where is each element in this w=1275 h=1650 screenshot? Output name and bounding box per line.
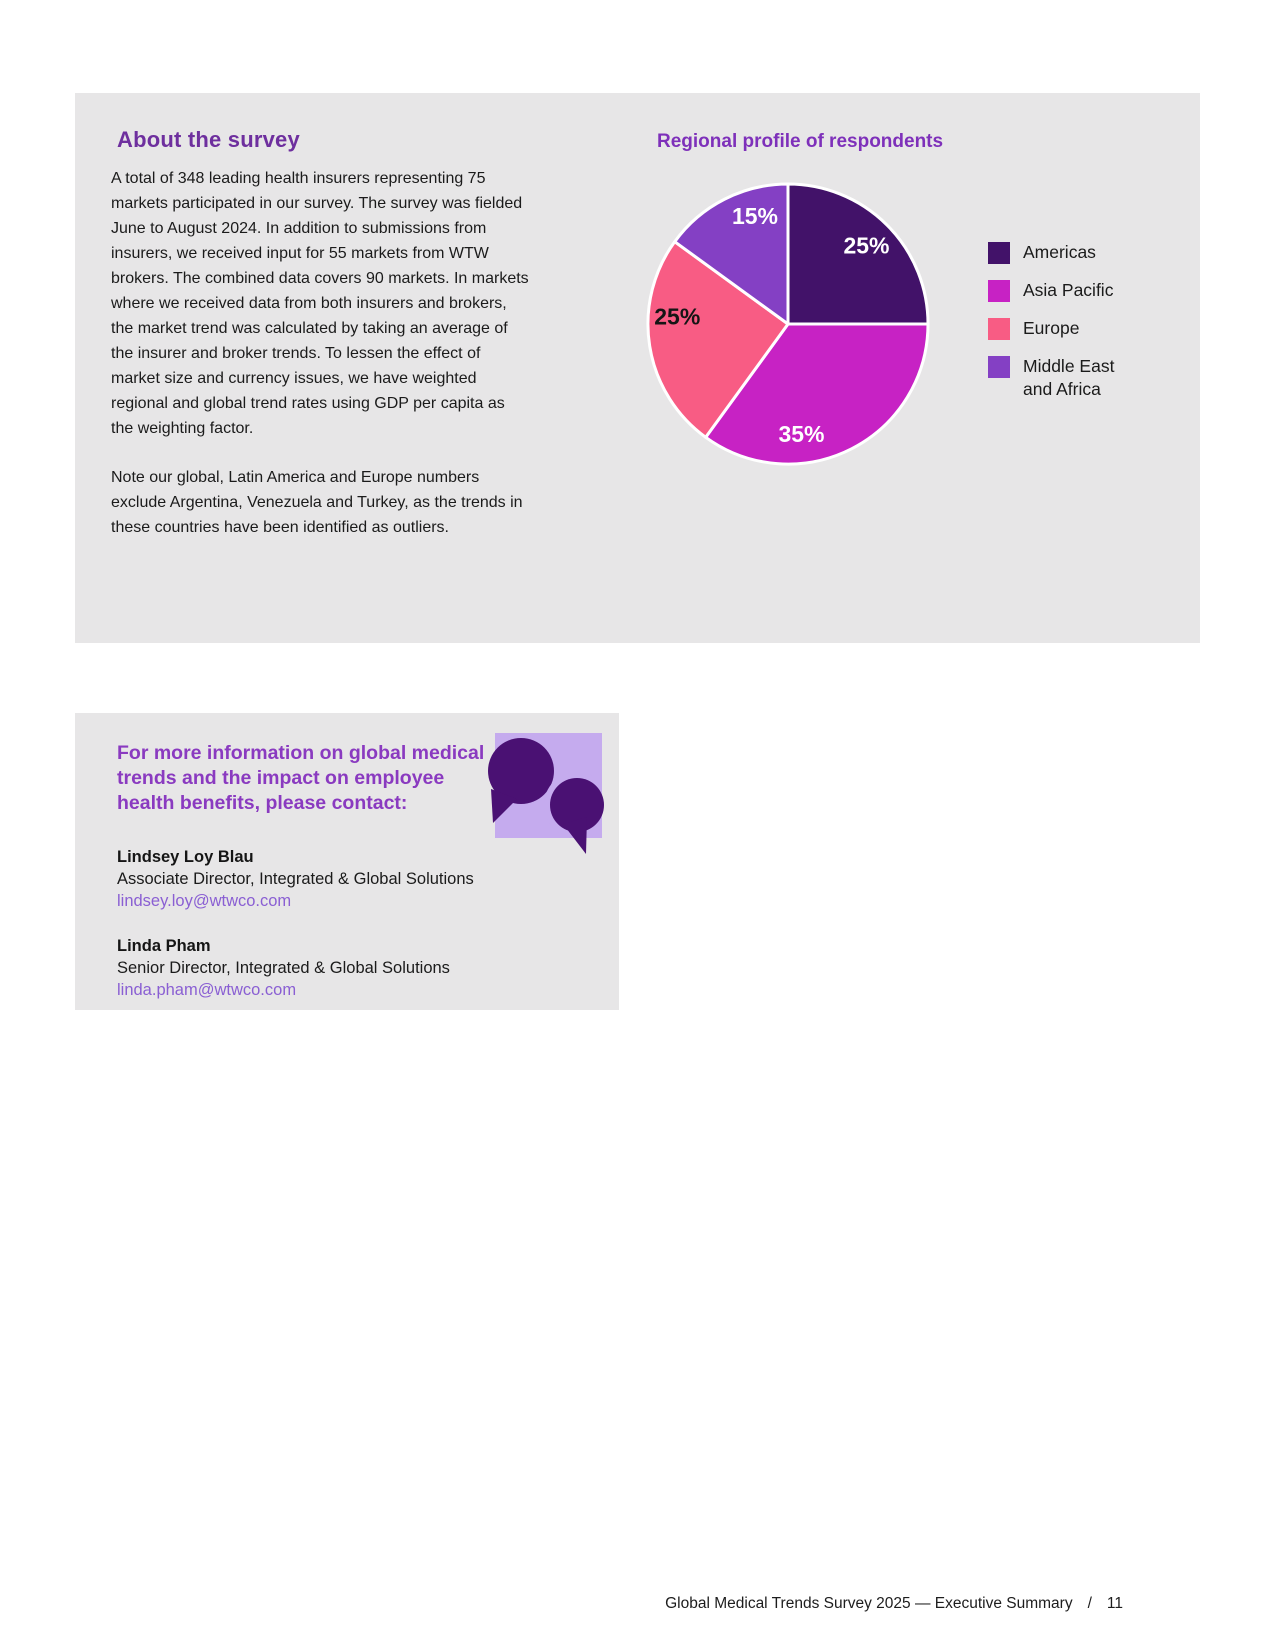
pie-chart-title: Regional profile of respondents — [657, 131, 944, 152]
footer-document-title: Global Medical Trends Survey 2025 — Executive Summary — [665, 1595, 1073, 1612]
pie-slice-value-label-0: 25% — [843, 232, 890, 259]
footer-page-number: 11 — [1106, 1595, 1123, 1612]
legend-swatch-asia-pacific — [988, 280, 1010, 302]
contact-title: Senior Director, Integrated & Global Solutions — [117, 959, 450, 977]
contact-name: Lindsey Loy Blau — [117, 848, 254, 866]
legend-item-asia-pacific — [988, 279, 1135, 302]
pie-slice-value-label-2: 25% — [654, 303, 701, 330]
contact-heading: For more information on global medical trends and the impact on employee health benefits, please contact: — [117, 742, 485, 814]
legend-item-europe — [988, 317, 1135, 340]
regional-pie-chart — [646, 182, 930, 466]
pie-chart-svg — [646, 182, 930, 466]
pie-chart-legend — [988, 241, 1135, 401]
legend-label-americas: Americas — [1023, 242, 1096, 262]
about-survey-body — [111, 166, 531, 540]
legend-label-europe: Europe — [1023, 318, 1080, 338]
contact-title: Associate Director, Integrated & Global Solutions — [117, 870, 474, 888]
contact-list — [117, 846, 474, 1001]
chat-bubbles-icon — [483, 731, 607, 857]
about-survey-panel — [75, 93, 1200, 643]
legend-swatch-middle-east-africa — [988, 356, 1010, 378]
contact-person — [117, 935, 474, 1001]
legend-label-asia-pacific: Asia Pacific — [1023, 280, 1114, 300]
contact-name: Linda Pham — [117, 937, 211, 955]
legend-item-middle-east-africa — [988, 355, 1135, 401]
pie-slice-value-label-3: 15% — [731, 202, 779, 229]
contact-panel — [75, 713, 619, 1010]
about-paragraph-1: A total of 348 leading health insurers representing 75 markets participated in our survey. The survey was fielded June to August 2024. In addition to submissions from insurers, we received input for 55 markets from WTW brokers. The combined data covers 90 markets. In markets where we received data from both insurers and brokers, the market trend was calculated by taking an average of the insurer and broker trends. To lessen the effect of market size and currency issues, we have weighted regional and global trend rates using GDP per capita as the weighting factor. — [111, 170, 529, 437]
chat-bubble-right — [550, 778, 604, 854]
contact-email-link[interactable]: linda.pham@wtwco.com — [117, 981, 297, 999]
legend-item-americas — [988, 241, 1135, 264]
about-paragraph-2: Note our global, Latin America and Europe numbers exclude Argentina, Venezuela and Turkey, as the trends in these countries have been identified as outliers. — [111, 469, 523, 536]
contact-person — [117, 846, 474, 912]
legend-swatch-europe — [988, 318, 1010, 340]
legend-label-middle-east-africa: Middle East and Africa — [1023, 356, 1115, 399]
page-footer — [665, 1595, 1123, 1613]
pie-slice-value-label-1: 35% — [778, 421, 825, 448]
footer-separator: / — [1087, 1595, 1092, 1612]
contact-email-link[interactable]: lindsey.loy@wtwco.com — [117, 892, 292, 910]
legend-swatch-americas — [988, 242, 1010, 264]
about-survey-heading: About the survey — [117, 127, 300, 152]
